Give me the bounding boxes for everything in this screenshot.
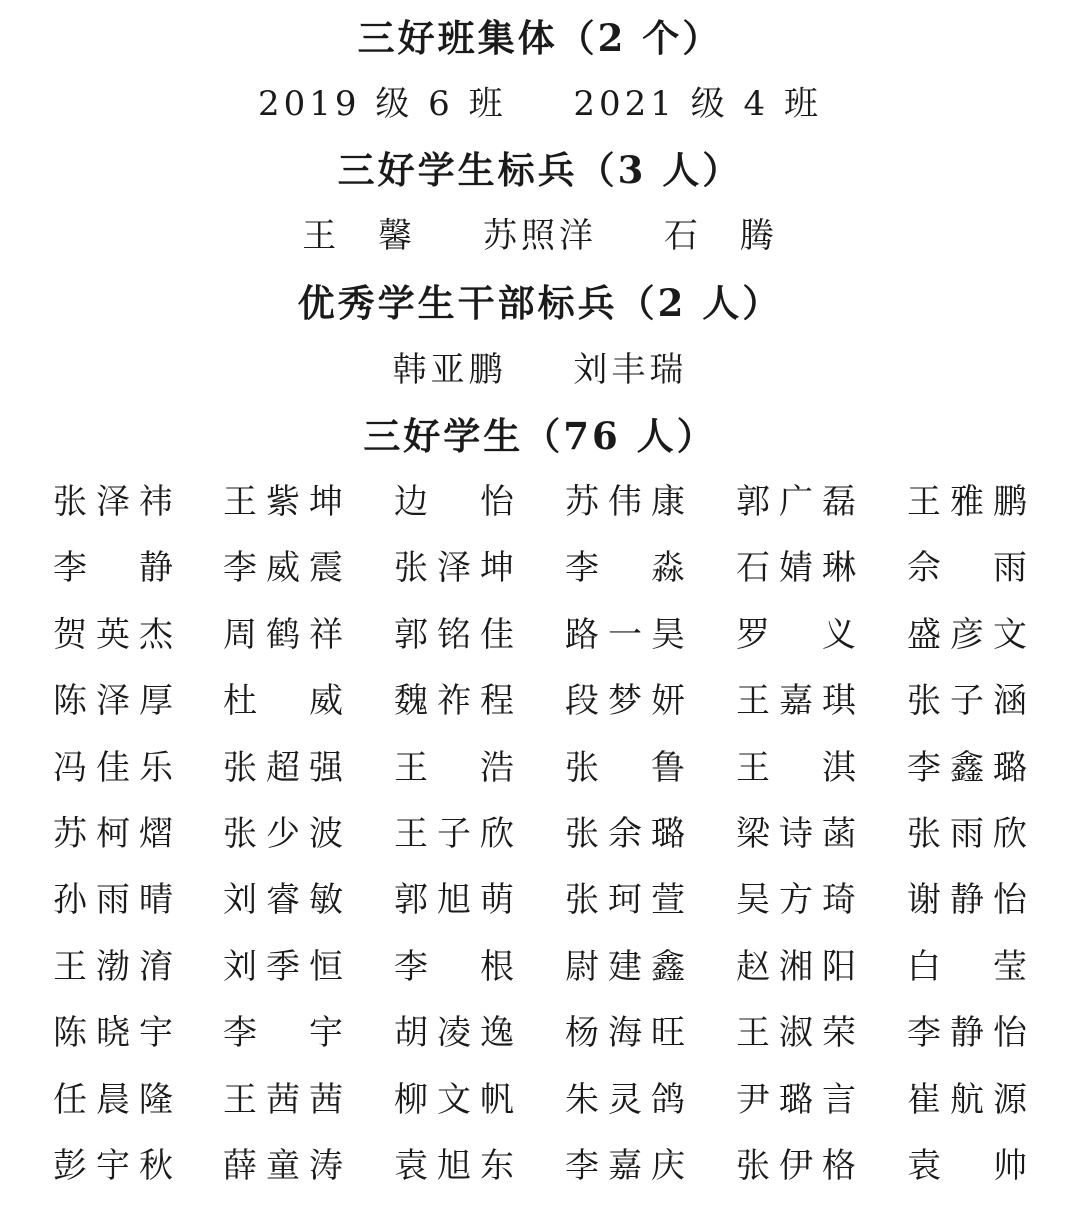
heading-three-good-students: 三好学生（76 人） [363, 414, 717, 458]
student-name: 罗 义 [736, 614, 856, 655]
student-name: 王 紫 坤 [223, 482, 343, 522]
student-name: 路 一 昊 [565, 614, 685, 655]
name-item: 刘丰瑞 [573, 350, 688, 390]
student-name: 李 静 [53, 548, 173, 589]
class-item: 2019 级 6 班 [258, 84, 507, 124]
student-name: 王 茜 茜 [223, 1079, 343, 1120]
student-name: 郭 旭 萌 [394, 880, 514, 921]
student-row [53, 480, 1053, 546]
student-name: 朱 灵 鸽 [565, 1079, 685, 1120]
student-name: 李 鑫 璐 [907, 747, 1027, 788]
student-row [53, 546, 1053, 612]
heading-class-collective: 三好班集体（2 个） [357, 16, 723, 60]
student-name: 李 嘉 庆 [565, 1145, 685, 1186]
student-name: 李 威 震 [223, 548, 343, 589]
student-name: 李 宇 [223, 1013, 343, 1054]
student-name: 吴 方 琦 [736, 880, 856, 921]
student-name: 陈 晓 宇 [53, 1013, 173, 1054]
student-name: 张 雨 欣 [907, 813, 1027, 854]
student-name: 崔 航 源 [907, 1079, 1027, 1120]
cadre-model-list [0, 348, 1080, 392]
student-name: 王 雅 鹏 [907, 482, 1027, 522]
student-name: 王 子 欣 [394, 813, 514, 854]
student-name: 郭 铭 佳 [394, 614, 514, 655]
student-name: 尹 璐 言 [736, 1079, 856, 1120]
student-name: 李 淼 [565, 548, 685, 589]
student-name: 王 渤 淯 [53, 946, 173, 987]
student-name: 王 嘉 琪 [736, 681, 856, 722]
student-name: 王 浩 [394, 747, 514, 788]
student-name: 白 莹 [907, 946, 1027, 987]
student-name: 石 婧 琳 [736, 548, 856, 589]
student-model-list [0, 214, 1080, 258]
student-name-grid [53, 480, 1053, 1210]
student-name: 张 超 强 [223, 747, 343, 788]
student-name: 柳 文 帆 [394, 1079, 514, 1120]
student-name: 魏 祚 程 [394, 681, 514, 722]
student-name: 薛 童 涛 [223, 1145, 343, 1186]
student-name: 盛 彦 文 [907, 614, 1027, 655]
student-name: 佘 雨 [907, 548, 1027, 589]
student-name: 陈 泽 厚 [53, 681, 173, 722]
student-name: 孙 雨 晴 [53, 880, 173, 921]
student-row [53, 613, 1053, 679]
student-name: 苏 伟 康 [565, 482, 685, 522]
student-name: 任 晨 隆 [53, 1079, 173, 1120]
student-row [53, 1144, 1053, 1210]
student-name: 李 静 怡 [907, 1013, 1027, 1054]
student-name: 周 鹤 祥 [223, 614, 343, 655]
heading-student-model: 三好学生标兵（3 人） [337, 148, 743, 192]
student-name: 张 伊 格 [736, 1145, 856, 1186]
student-name: 胡 凌 逸 [394, 1013, 514, 1054]
student-name: 张 泽 坤 [394, 548, 514, 589]
student-name: 尉 建 鑫 [565, 946, 685, 987]
student-row [53, 812, 1053, 878]
student-name: 袁 帅 [907, 1145, 1027, 1186]
name-item: 石 腾 [663, 216, 778, 256]
student-row [53, 945, 1053, 1011]
student-name: 谢 静 怡 [907, 880, 1027, 921]
student-name: 贺 英 杰 [53, 614, 173, 655]
student-name: 刘 睿 敏 [223, 880, 343, 921]
name-item: 韩亚鹏 [392, 350, 507, 390]
student-row [53, 1011, 1053, 1077]
student-name: 张 鲁 [565, 747, 685, 788]
student-name: 张 余 璐 [565, 813, 685, 854]
class-collective-list [0, 82, 1080, 126]
student-name: 李 根 [394, 946, 514, 987]
student-name: 张 珂 萱 [565, 880, 685, 921]
student-name: 张 少 波 [223, 813, 343, 854]
student-name: 杨 海 旺 [565, 1013, 685, 1054]
student-row [53, 679, 1053, 745]
student-name: 杜 威 [223, 681, 343, 722]
student-name: 梁 诗 菡 [736, 813, 856, 854]
name-item: 苏照洋 [483, 216, 597, 256]
student-row [53, 746, 1053, 812]
student-name: 王 淑 荣 [736, 1013, 856, 1054]
student-name: 袁 旭 东 [394, 1145, 514, 1186]
student-row [53, 878, 1053, 944]
student-name: 彭 宇 秋 [53, 1145, 173, 1186]
student-name: 冯 佳 乐 [53, 747, 173, 788]
student-name: 郭 广 磊 [736, 482, 856, 522]
student-name: 苏 柯 熠 [53, 813, 173, 854]
class-item: 2021 级 4 班 [573, 84, 822, 124]
student-name: 张 泽 祎 [53, 482, 173, 522]
student-name: 刘 季 恒 [223, 946, 343, 987]
student-name: 赵 湘 阳 [736, 946, 856, 987]
student-name: 段 梦 妍 [565, 681, 685, 722]
student-row [53, 1078, 1053, 1144]
name-item: 王 馨 [302, 216, 417, 256]
student-name: 王 淇 [736, 747, 856, 788]
heading-cadre-model: 优秀学生干部标兵（2 人） [297, 281, 783, 325]
student-name: 边 怡 [394, 482, 514, 522]
student-name: 张 子 涵 [907, 681, 1027, 722]
